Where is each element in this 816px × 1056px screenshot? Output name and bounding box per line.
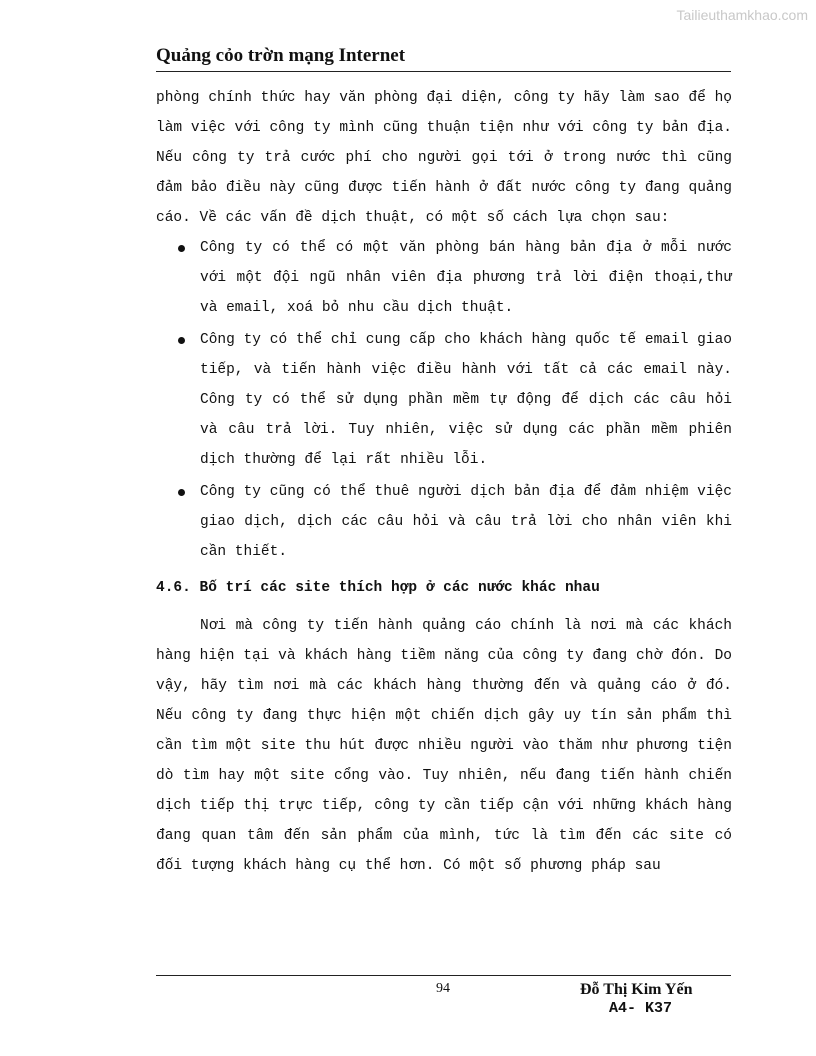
bullet-text: Công ty có thể chỉ cung cấp cho khách hàng quốc tế email giao tiếp, và tiến hành việc điều hành với tất cả các email này. Công ty có thể sử dụng phần mềm tự động để dịch các câu hỏi và câu trả lời. Tuy nhiên, việc sử dụng các phần mềm phiên dịch thường để lại rất nhiều lỗi.: [200, 332, 732, 468]
watermark-text: Tailieuthamkhao.com: [676, 7, 808, 23]
bullet-icon: [178, 245, 185, 252]
body-paragraph-2: Nơi mà công ty tiến hành quảng cáo chính là nơi mà các khách hàng hiện tại và khách hàng tiềm năng của công ty đang chờ đón. Do vậy, hãy tìm nơi mà các khách hàng thường đến và quảng cáo ở đó. Nếu công ty đang thực hiện một chiến dịch gây uy tín sản phẩm thì cần tìm một site thu hút được nhiều người vào thăm như phương tiện dò tìm hay một site cổng vào. Tuy nhiên, nếu đang tiến hành chiến dịch tiếp thị trực tiếp, công ty cần tiếp cận với những khách hàng đang quan tâm đến sản phẩm của mình, tức là tìm đến các site có đối tượng khách hàng cụ thể hơn. Có một số phương pháp sau: [156, 618, 732, 874]
header-divider: [156, 71, 731, 72]
bullet-text: Công ty cũng có thể thuê người dịch bản địa để đảm nhiệm việc giao dịch, dịch các câu hỏi và câu trả lời cho nhân viên khi cần thiết.: [200, 484, 732, 560]
footer-divider: [156, 975, 731, 976]
bullet-item: [156, 325, 732, 475]
bullet-text: Công ty có thể có một văn phòng bán hàng bản địa ở mỗi nước với một đội ngũ nhân viên địa phương trả lời điện thoại,thư và email, xoá bỏ nhu cầu dịch thuật.: [200, 240, 732, 316]
body-paragraph-1: phòng chính thức hay văn phòng đại diện, công ty hãy làm sao để họ làm việc với công ty mình cũng thuận tiện như với công ty bản địa. Nếu công ty trả cước phí cho người gọi tới ở trong nước thì cũng đảm bảo điều này cũng được tiến hành ở đất nước công ty đang quảng cáo. Về các vấn đề dịch thuật, có một số cách lựa chọn sau:: [156, 90, 732, 226]
section-heading: 4.6. Bố trí các site thích hợp ở các nước khác nhau: [156, 580, 600, 596]
bullet-icon: [178, 337, 185, 344]
page-header-title: Quảng cỏo trờn mạng Internet: [156, 45, 406, 66]
bullet-item: [156, 233, 732, 323]
document-body: [156, 83, 732, 881]
class-code: A4- K37: [609, 1000, 673, 1017]
bullet-icon: [178, 489, 185, 496]
page-number: 94: [436, 981, 450, 996]
author-name: Đỗ Thị Kim Yến: [580, 981, 693, 998]
bullet-list: [156, 233, 732, 567]
bullet-item: [156, 477, 732, 567]
